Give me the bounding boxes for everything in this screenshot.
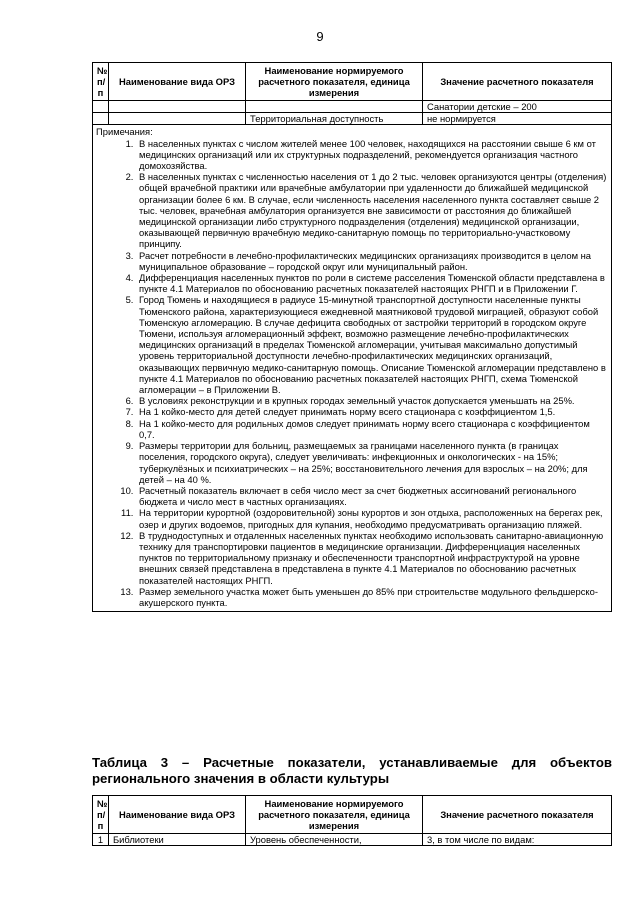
culture-indicators-table [92, 795, 612, 846]
header-number: № п/п [93, 796, 109, 834]
table-cell: Библиотеки [109, 834, 246, 846]
table-row [93, 101, 612, 113]
table-cell: не нормируется [423, 113, 612, 125]
notes-title: Примечания: [96, 126, 153, 138]
header-object-type: Наименование вида ОРЗ [109, 796, 246, 834]
note-item: 5. Город Тюмень и находящиеся в радиусе 15-минутной транспортной доступности населенные пункты Тюменского района, характеризующиеся ежедневной маятниковой трудовой миграцией, образуют собой Тюменскую агломерацию. В случае дефицита свободных от застройки территорий в городском округе Тюмени, используя агломерационный эффект, возможно размещение лечебно-профилактических медицинских организаций в пределах Тюменской агломерации, учитывая максимально допустимый уровень территориальной доступности лечебно-профилактических медицинских организаций, оказывающих первичную медико-санитарную помощь. Описание Тюменской агломерации представлено в пункте 4.1 Материалов по обоснованию расчетных показателей настоящих РНГП, схема Тюменской агломерации – в Приложении В. [136, 294, 608, 395]
healthcare-indicators-table [92, 62, 612, 612]
notes-row [93, 125, 612, 612]
table-cell: 3, в том числе по видам: [423, 834, 612, 846]
table-cell [93, 113, 109, 125]
table-cell [109, 113, 246, 125]
table-cell [109, 101, 246, 113]
header-indicator-name: Наименование нормируемого расчетного показателя, единица измерения [246, 63, 423, 101]
table-cell: Территориальная доступность [246, 113, 423, 125]
note-item: 12. В труднодоступных и отдаленных населенных пунктах необходимо использовать санитарно-авиационную технику для транспортировки пациентов в медицинские организации. Дифференциация населенных пунктов по территориальному признаку и обеспеченности транспортной инфраструктурой на уровне внешних связей представлена в представлена в пункте 4.1 Материалов по обоснованию расчетных показателей настоящих РНГП. [136, 530, 608, 586]
table3-title: Таблица 3 – Расчетные показатели, устанавливаемые для объектов регионального значения в области культуры [92, 755, 612, 786]
notes-cell [93, 125, 612, 612]
page-number: 9 [316, 29, 324, 44]
note-item: 4. Дифференциация населенных пунктов по роли в системе расселения Тюменской области представлена в пункте 4.1 Материалов по обоснованию расчетных показателей настоящих РНГП и в Приложении Г. [136, 272, 608, 294]
note-item: 8. На 1 койко-место для родильных домов следует принимать норму всего стационара с коэффициентом 0,7. [136, 418, 608, 440]
header-indicator-value: Значение расчетного показателя [423, 796, 612, 834]
header-number: № п/п [93, 63, 109, 101]
note-item: 3. Расчет потребности в лечебно-профилактических медицинских организациях производится в целом на муниципальное образование – городской округ или муниципальный район. [136, 250, 608, 272]
note-item: 11. На территории курортной (оздоровительной) зоны курортов и зон отдыха, расположенных на берегах рек, озер и других водоемов, пригодных для купания, необходимо предусматривать организацию пляжей. [136, 507, 608, 529]
note-item: 9. Размеры территории для больниц, размещаемых за границами населенного пункта (в границах поселения, городского округа), следует увеличивать: инфекционных и онкологических - на 15%; туберкулёзных и психиатрических – на 25%; восстановительного лечения для взрослых – на 20%; для детей – на 40 %. [136, 440, 608, 485]
table-cell [93, 101, 109, 113]
table-cell: Уровень обеспеченности, [246, 834, 423, 846]
table-cell: 1 [93, 834, 109, 846]
note-item: 1. В населенных пунктах с числом жителей менее 100 человек, находящихся на расстоянии свыше 6 км от медицинских организаций или их структурных подразделений, рекомендуется организация частного домохозяйства. [136, 138, 608, 172]
header-indicator-name: Наименование нормируемого расчетного показателя, единица измерения [246, 796, 423, 834]
header-object-type: Наименование вида ОРЗ [109, 63, 246, 101]
note-item: 2. В населенных пунктах с численностью населения от 1 до 2 тыс. человек организуются центры (отделения) общей врачебной практики или врачебные амбулатории при удаленности до ближайшей медицинской организации более 6 км. В случае, если численность населения населенного пункта составляет свыше 2 тыс. человек, врачебная амбулатория организуется вне зависимости от расстояния до ближайшей медицинской организации либо структурного подразделения (отделения) медицинской организации, оказывающей первичную врачебную медико-санитарную помощь по территориально-участковому принципу. [136, 171, 608, 249]
table-cell: Санатории детские – 200 [423, 101, 612, 113]
table-row [93, 834, 612, 846]
note-item: 10. Расчетный показатель включает в себя число мест за счет бюджетных ассигнований регионального бюджета и число мест в частных организациях. [136, 485, 608, 507]
notes-list [96, 138, 608, 609]
header-indicator-value: Значение расчетного показателя [423, 63, 612, 101]
note-item: 7. На 1 койко-место для детей следует принимать норму всего стационара с коэффициентом 1,5. [136, 406, 608, 417]
note-item: 13. Размер земельного участка может быть уменьшен до 85% при строительстве модульного фельдшерско-акушерского пункта. [136, 586, 608, 608]
table-row [93, 113, 612, 125]
note-item: 6. В условиях реконструкции и в крупных городах земельный участок допускается уменьшать на 25%. [136, 395, 608, 406]
table-cell [246, 101, 423, 113]
